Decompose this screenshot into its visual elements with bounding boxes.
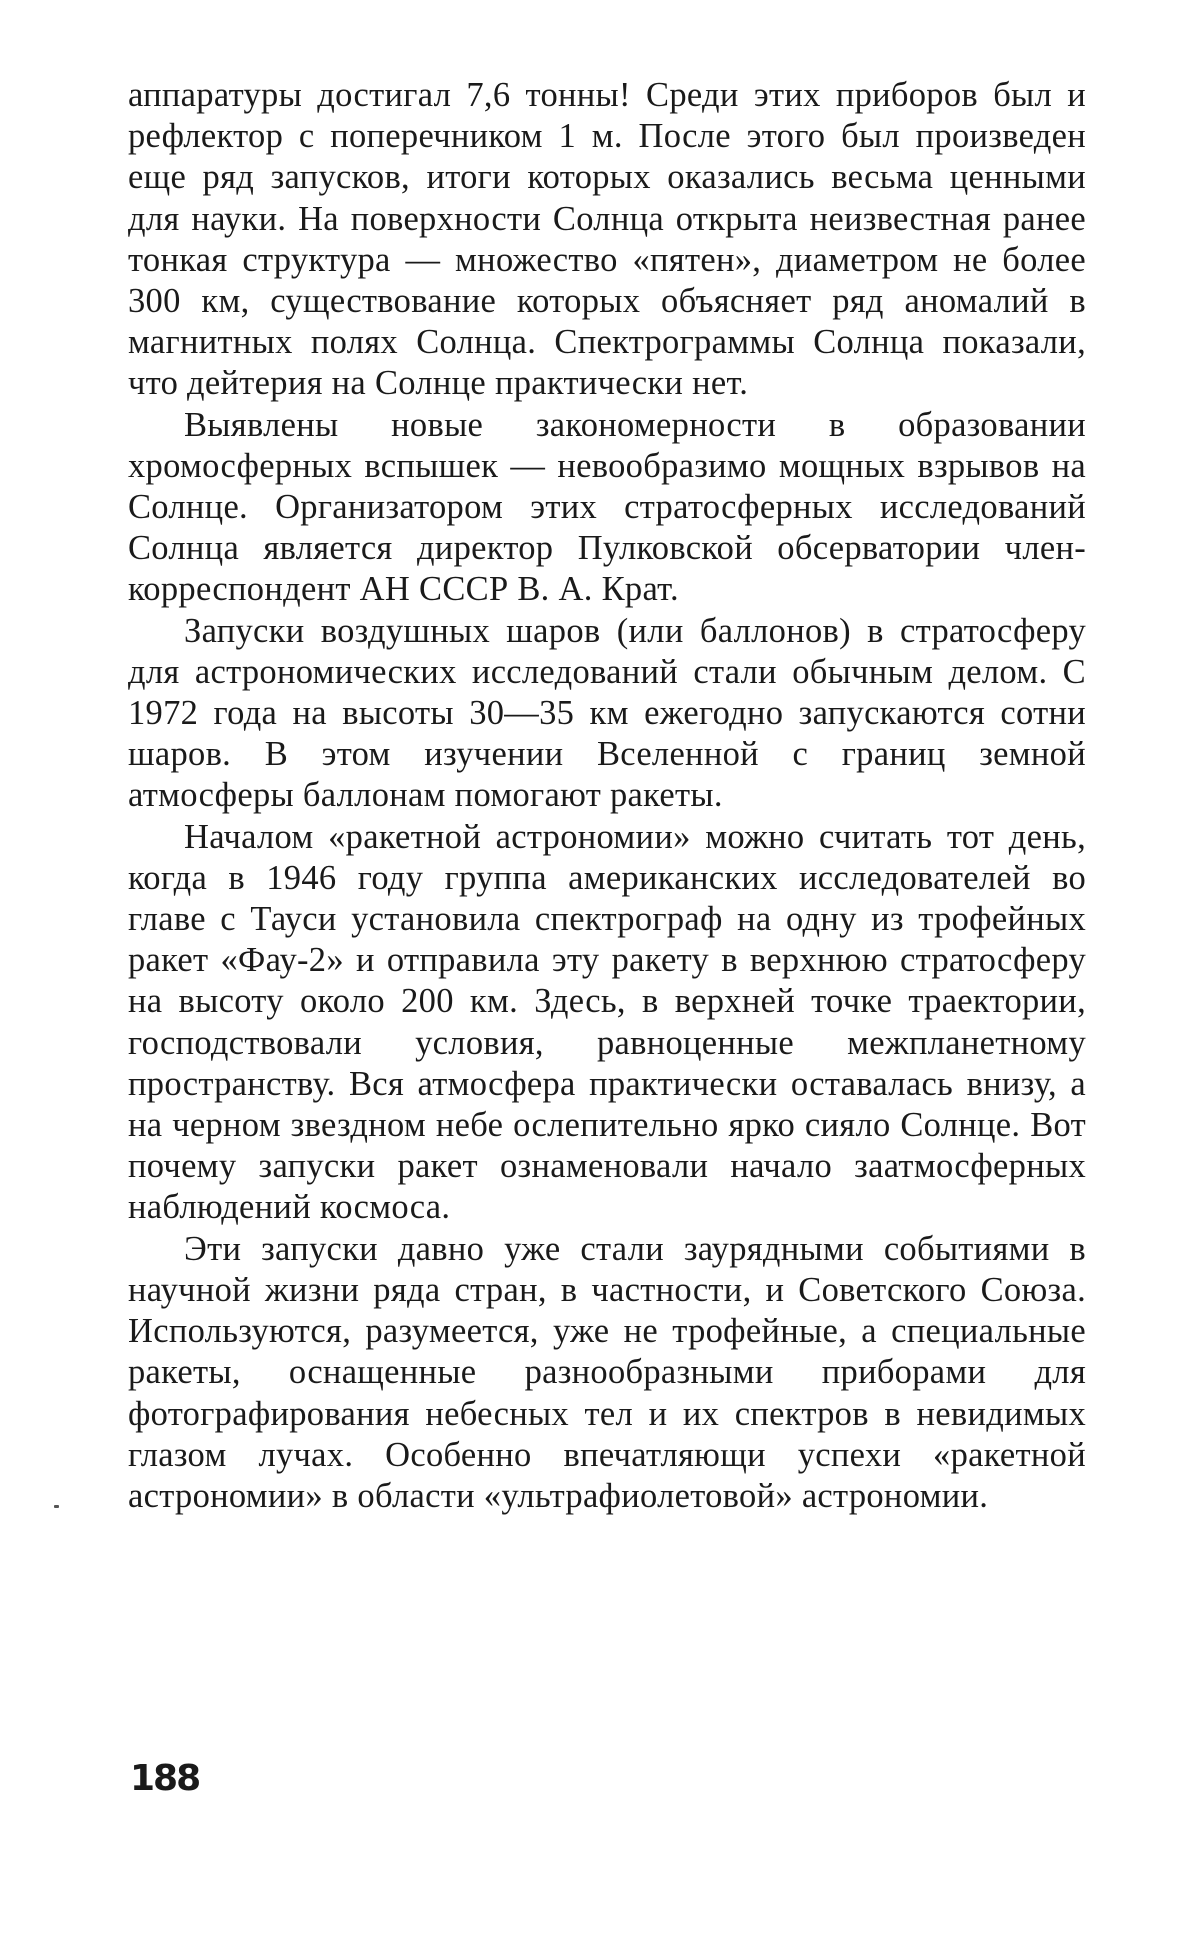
paragraph-rocket-astronomy-start: Началом «ракетной астрономии» можно считать тот день, когда в 1946 году группа американских исследователей во главе с Тауси установила спектрограф на одну из трофейных ракет «Фау-2» и отправила эту ракету в верхнюю стратосферу на высоту около 200 км. Здесь, в верхней точке траектории, господствовали условия, равноценные межпланетному пространству. Вся атмосфера практически оставалась внизу, а на черном звездном небе ослепительно ярко сияло Солнце. Вот почему запуски ракет ознаменовали начало заатмосферных наблюдений космоса. [128,817,1086,1227]
page-number: 188 [130,1758,200,1799]
paragraph-chromospheric-flares: Выявлены новые закономерности в образовании хромосферных вспышек — невообразимо мощных взрывов на Солнце. Организатором этих стратосферных исследований Солнца является директор Пулковской обсерватории член-корреспондент АН СССР В. А. Крат. [128,405,1086,609]
paragraph-stratospheric-balloons: Запуски воздушных шаров (или баллонов) в стратосферу для астрономических исследований стали обычным делом. С 1972 года на высоты 30—35 км ежегодно запускаются сотни шаров. В этом изучении Вселенной с границ земной атмосферы баллонам помогают ракеты. [128,611,1086,815]
paragraph-continuation: аппаратуры достигал 7,6 тонны! Среди этих приборов был и рефлектор с поперечником 1 м. После этого был произведен еще ряд запусков, итоги которых оказались весьма ценными для науки. На поверхности Солнца открыта неизвестная ранее тонкая структура — множество «пятен», диаметром не более 300 км, существование которых объясняет ряд аномалий в магнитных полях Солнца. Спектрограммы Солнца показали, что дейтерия на Солнце практически нет. [128,76,1086,403]
page-body-text [128,75,1086,1517]
margin-speck [54,1505,59,1508]
paragraph-rocket-launches: Эти запуски давно уже стали заурядными событиями в научной жизни ряда стран, в частности, и Советского Союза. Используются, разумеется, уже не трофейные, а специальные ракеты, оснащенные разнообразными приборами для фотографирования небесных тел и их спектров в невидимых глазом лучах. Особенно впечатляющи успехи «ракетной астрономии» в области «ультрафиолетовой» астрономии. [128,1229,1086,1515]
